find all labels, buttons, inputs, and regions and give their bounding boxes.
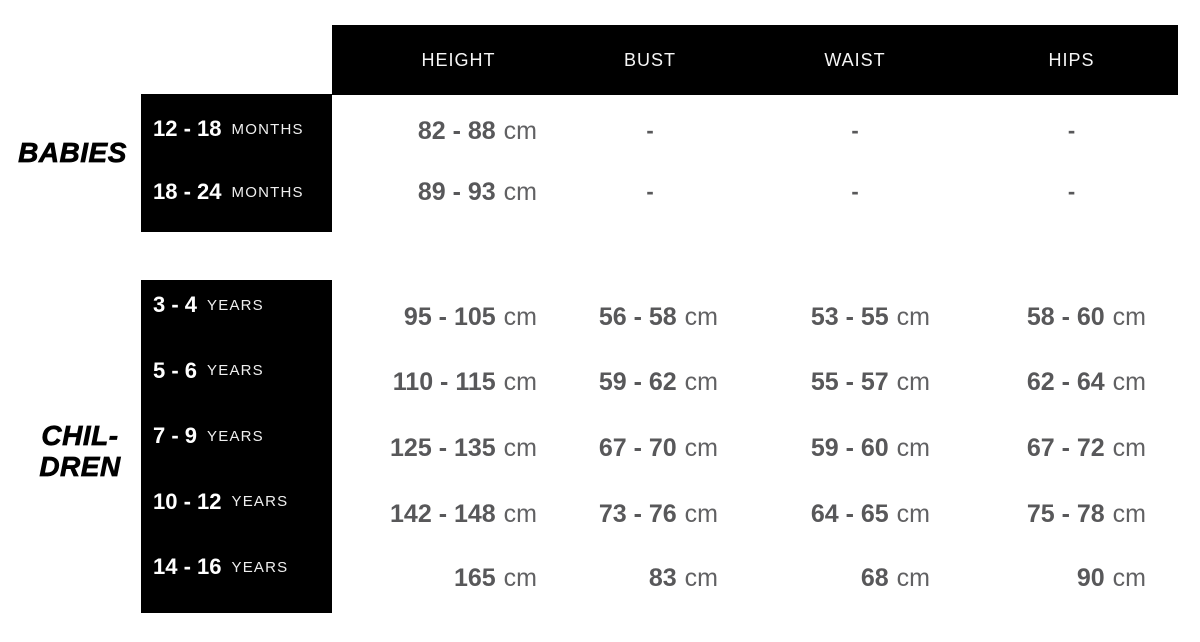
unit-label: cm — [503, 563, 537, 592]
hips-cell — [965, 494, 1178, 534]
unit-label: cm — [503, 302, 537, 331]
waist-value: - — [851, 118, 859, 143]
height-value: 89 - 93 — [417, 177, 496, 206]
age-range: 5 - 6 — [153, 357, 198, 383]
children-age-box — [141, 280, 332, 613]
height-cell — [332, 558, 555, 598]
unit-label: cm — [896, 433, 930, 462]
waist-value: 68 — [860, 563, 889, 592]
section-label-line: DREN — [39, 451, 121, 482]
unit-label: cm — [503, 177, 537, 206]
unit-label: cm — [503, 116, 537, 145]
babies-age-box — [141, 94, 332, 232]
data-row-7-9-years — [332, 428, 1178, 468]
waist-cell — [745, 558, 965, 598]
unit-label: cm — [896, 302, 930, 331]
column-header-hips: HIPS — [1048, 49, 1095, 70]
bust-value: - — [646, 179, 654, 204]
hips-cell — [965, 172, 1178, 212]
unit-label: cm — [684, 302, 718, 331]
hips-value: 58 - 60 — [1026, 302, 1105, 331]
bust-value: 59 - 62 — [598, 367, 677, 396]
data-row-18-24-months — [332, 172, 1178, 212]
age-unit: MONTHS — [231, 120, 304, 138]
height-cell — [332, 297, 555, 337]
unit-label: cm — [684, 367, 718, 396]
age-row-3-4-years — [141, 285, 332, 325]
age-unit: YEARS — [207, 427, 264, 445]
bust-value: 67 - 70 — [598, 433, 677, 462]
data-row-14-16-years — [332, 558, 1178, 598]
hips-value: 67 - 72 — [1026, 433, 1105, 462]
unit-label: cm — [684, 433, 718, 462]
age-unit: YEARS — [207, 296, 264, 314]
hips-value: - — [1067, 179, 1076, 204]
bust-cell — [555, 558, 745, 598]
unit-label: cm — [503, 499, 537, 528]
unit-label: cm — [1112, 563, 1146, 592]
age-row-14-16-years — [141, 547, 332, 587]
age-row-7-9-years — [141, 416, 332, 456]
height-cell — [332, 111, 555, 151]
column-header-waist: WAIST — [824, 49, 886, 70]
unit-label: cm — [503, 367, 537, 396]
hips-value: 62 - 64 — [1026, 367, 1105, 396]
hips-cell — [965, 111, 1178, 151]
waist-cell — [745, 111, 965, 151]
height-cell — [332, 172, 555, 212]
section-label-line: BABIES — [18, 137, 127, 168]
age-unit: YEARS — [207, 362, 264, 379]
bust-cell — [555, 297, 745, 337]
unit-label: cm — [684, 499, 718, 528]
data-row-3-4-years — [332, 297, 1178, 337]
age-row-18-24-months — [141, 172, 332, 212]
bust-cell — [555, 172, 745, 212]
unit-label: cm — [896, 563, 930, 592]
unit-label: cm — [1112, 499, 1146, 528]
age-unit: YEARS — [231, 493, 289, 510]
section-label-line: CHIL- — [41, 420, 119, 451]
bust-cell — [555, 362, 745, 402]
data-row-12-18-months — [332, 111, 1178, 151]
bust-value: 56 - 58 — [598, 302, 677, 331]
waist-cell — [745, 297, 965, 337]
height-value: 142 - 148 — [390, 499, 496, 528]
section-label-babies — [0, 137, 145, 168]
unit-label: cm — [684, 563, 718, 592]
waist-cell — [745, 362, 965, 402]
bust-value: - — [646, 118, 654, 143]
age-unit: YEARS — [231, 558, 289, 576]
waist-value: 55 - 57 — [810, 367, 889, 396]
height-value: 125 - 135 — [390, 433, 496, 462]
age-range: 14 - 16 — [153, 554, 222, 579]
age-row-12-18-months — [141, 109, 332, 149]
data-row-10-12-years — [332, 494, 1178, 534]
height-cell — [332, 428, 555, 468]
height-value: 95 - 105 — [403, 302, 496, 331]
age-row-5-6-years — [141, 351, 332, 391]
height-cell — [332, 362, 555, 402]
age-range: 18 - 24 — [153, 179, 222, 204]
waist-value: 59 - 60 — [810, 433, 889, 462]
waist-cell — [745, 494, 965, 534]
age-range: 12 - 18 — [153, 116, 222, 141]
column-header-height: HEIGHT — [421, 49, 496, 70]
hips-value: 75 - 78 — [1026, 499, 1105, 528]
age-unit: MONTHS — [231, 183, 304, 201]
hips-cell — [965, 362, 1178, 402]
unit-label: cm — [1112, 367, 1146, 396]
bust-cell — [555, 111, 745, 151]
unit-label: cm — [1112, 433, 1146, 462]
height-value: 110 - 115 — [392, 367, 496, 396]
age-range: 7 - 9 — [153, 423, 198, 448]
bust-value: 73 - 76 — [598, 499, 677, 528]
waist-cell — [745, 428, 965, 468]
bust-value: 83 — [648, 563, 677, 592]
bust-cell — [555, 428, 745, 468]
table-header-bar — [332, 25, 1178, 95]
waist-cell — [745, 172, 965, 212]
unit-label: cm — [896, 367, 930, 396]
age-range: 10 - 12 — [153, 488, 222, 514]
hips-value: 90 — [1076, 563, 1105, 592]
height-value: 82 - 88 — [417, 116, 496, 145]
unit-label: cm — [896, 499, 930, 528]
hips-cell — [965, 428, 1178, 468]
age-range: 3 - 4 — [153, 292, 198, 317]
data-row-5-6-years — [332, 362, 1178, 402]
height-cell — [332, 494, 555, 534]
age-row-10-12-years — [141, 482, 332, 522]
hips-value: - — [1067, 118, 1076, 143]
bust-cell — [555, 494, 745, 534]
hips-cell — [965, 297, 1178, 337]
height-value: 165 — [453, 563, 496, 592]
waist-value: - — [851, 179, 859, 204]
waist-value: 64 - 65 — [810, 499, 889, 528]
unit-label: cm — [503, 433, 537, 462]
section-label-children — [10, 420, 150, 482]
unit-label: cm — [1112, 302, 1146, 331]
waist-value: 53 - 55 — [810, 302, 889, 331]
hips-cell — [965, 558, 1178, 598]
column-header-bust: BUST — [623, 49, 676, 70]
